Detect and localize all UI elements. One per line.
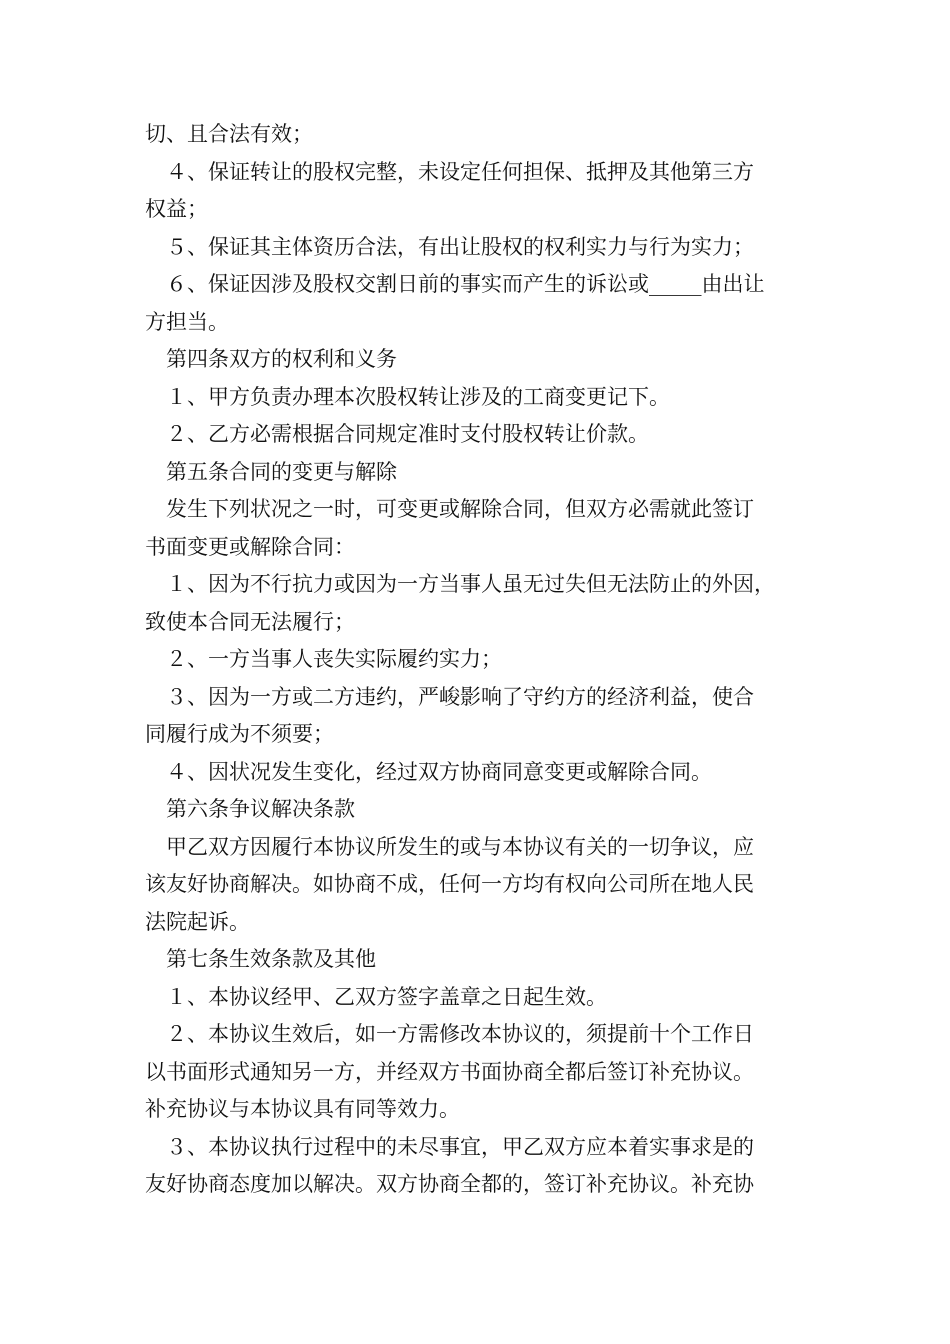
text-line: ３、因为一方或二方违约，严峻影响了守约方的经济利益，使合: [145, 684, 754, 709]
text-line: 切、且合法有效；: [145, 122, 313, 146]
section-heading: 第四条双方的权利和义务: [145, 347, 397, 371]
text-line: ４、因状况发生变化，经过双方协商同意变更或解除合同。: [145, 759, 712, 784]
text-line: ５、保证其主体资历合法，有出让股权的权利实力与行为实力；: [145, 234, 754, 259]
text-line: 法院起诉。: [145, 909, 250, 934]
text-line: １、因为不行抗力或因为一方当事人虽无过失但无法防止的外因，: [145, 572, 775, 596]
text-line: 友好协商态度加以解决。双方协商全都的，签订补充协议。补充协: [145, 1172, 754, 1196]
text-line: 同履行成为不须要；: [145, 722, 334, 746]
text-line: ２、一方当事人丧失实际履约实力；: [145, 647, 502, 671]
text-line: ２、本协议生效后，如一方需修改本协议的，须提前十个工作日: [145, 1022, 754, 1046]
text-line: ２、乙方必需根据合同规定准时支付股权转让价款。: [145, 422, 649, 446]
text-line: 方担当。: [145, 309, 229, 334]
text-line: ４、保证转让的股权完整，未设定任何担保、抵押及其他第三方: [145, 159, 754, 184]
section-heading: 第五条合同的变更与解除: [145, 459, 397, 484]
text-line: 权益；: [145, 197, 208, 221]
text-line: 书面变更或解除合同：: [145, 534, 355, 559]
text-line: 补充协议与本协议具有同等效力。: [145, 1097, 460, 1121]
text-line: 该友好协商解决。如协商不成，任何一方均有权向公司所在地人民: [145, 872, 754, 896]
section-heading: 第六条争议解决条款: [145, 797, 355, 821]
text-line: 致使本合同无法履行；: [145, 609, 355, 634]
text-line: 甲乙双方因履行本协议所发生的或与本协议有关的一切争议，应: [145, 834, 754, 859]
text-line: ３、本协议执行过程中的未尽事宜，甲乙双方应本着实事求是的: [145, 1134, 754, 1159]
document-body: [145, 116, 825, 1204]
text-line: 以书面形式通知另一方，并经双方书面协商全都后签订补充协议。: [145, 1059, 754, 1084]
text-line: 发生下列状况之一时，可变更或解除合同，但双方必需就此签订: [145, 497, 754, 521]
text-line: １、本协议经甲、乙双方签字盖章之日起生效。: [145, 984, 607, 1009]
text-line: １、甲方负责办理本次股权转让涉及的工商变更记下。: [145, 384, 670, 409]
section-heading: 第七条生效条款及其他: [145, 947, 376, 971]
text-line: ６、保证因涉及股权交割日前的事实而产生的诉讼或_____由出让: [145, 272, 765, 296]
